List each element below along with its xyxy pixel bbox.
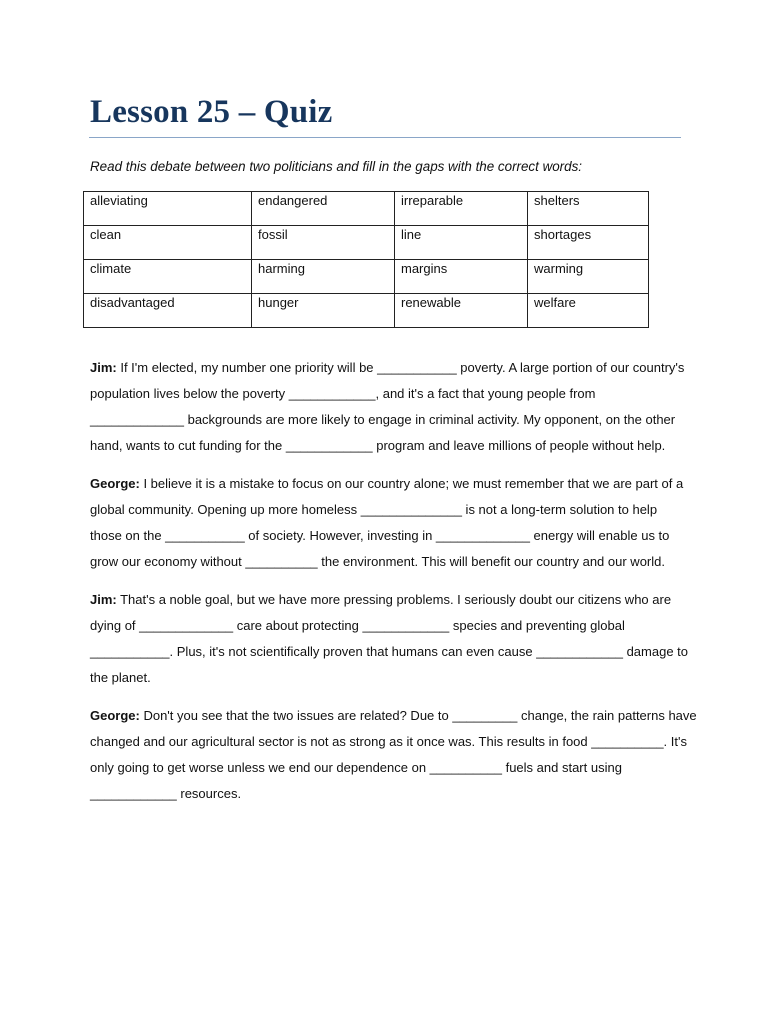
word-cell: line — [395, 226, 528, 260]
paragraph-line: _____________ backgrounds are more likely to engage in criminal activity. My opponent, on the other — [90, 412, 676, 427]
word-cell: endangered — [252, 192, 395, 226]
word-cell: warming — [528, 260, 649, 294]
paragraph-line: global community. Opening up more homeless ______________ is not a long-term solution to help — [90, 502, 658, 517]
debate-paragraph-jim-2 — [90, 587, 690, 691]
paragraph-line: dying of _____________ care about protecting ____________ species and preventing global — [90, 618, 625, 633]
word-cell: climate — [84, 260, 252, 294]
debate-paragraph-jim-1 — [90, 355, 690, 459]
word-cell: margins — [395, 260, 528, 294]
table-row — [84, 226, 649, 260]
paragraph-line: only going to get worse unless we end our dependence on __________ fuels and start using — [90, 760, 622, 775]
paragraph-line: Jim: If I'm elected, my number one priority will be ___________ poverty. A large portion of our country's — [90, 360, 685, 375]
word-cell: welfare — [528, 294, 649, 328]
word-bank-table — [83, 191, 649, 328]
word-cell: shelters — [528, 192, 649, 226]
table-row — [84, 192, 649, 226]
speaker-name: George: — [90, 708, 140, 723]
paragraph-line: those on the ___________ of society. However, investing in _____________ energy will enable us to — [90, 528, 670, 543]
page-title: Lesson 25 – Quiz — [90, 94, 333, 130]
word-cell: hunger — [252, 294, 395, 328]
table-row — [84, 294, 649, 328]
debate-paragraph-george-1 — [90, 471, 690, 575]
debate-paragraph-george-2 — [90, 703, 697, 807]
instructions-text: Read this debate between two politicians and fill in the gaps with the correct words: — [90, 159, 583, 174]
debate-text — [90, 355, 697, 819]
paragraph-line: population lives below the poverty ____________, and it's a fact that young people from — [90, 386, 596, 401]
paragraph-line: changed and our agricultural sector is not as strong as it once was. This results in food __________. It's — [90, 734, 687, 749]
paragraph-line: hand, wants to cut funding for the ____________ program and leave millions of people without help. — [90, 438, 666, 453]
word-cell: disadvantaged — [84, 294, 252, 328]
word-cell: alleviating — [84, 192, 252, 226]
speaker-name: George: — [90, 476, 140, 491]
paragraph-line: grow our economy without __________ the environment. This will benefit our country and our world. — [90, 554, 665, 569]
speaker-name: Jim: — [90, 592, 117, 607]
paragraph-line: ___________. Plus, it's not scientifically proven that humans can even cause ____________ damage to — [90, 644, 689, 659]
word-cell: fossil — [252, 226, 395, 260]
word-cell: irreparable — [395, 192, 528, 226]
paragraph-line: ____________ resources. — [90, 786, 242, 801]
word-cell: clean — [84, 226, 252, 260]
word-cell: harming — [252, 260, 395, 294]
table-row — [84, 260, 649, 294]
word-cell: shortages — [528, 226, 649, 260]
word-cell: renewable — [395, 294, 528, 328]
paragraph-line: the planet. — [90, 670, 151, 685]
title-underline — [89, 137, 681, 138]
paragraph-line: George: I believe it is a mistake to focus on our country alone; we must remember that we are part of a — [90, 476, 684, 491]
speaker-name: Jim: — [90, 360, 117, 375]
paragraph-line: George: Don't you see that the two issues are related? Due to _________ change, the rain patterns have — [90, 708, 697, 723]
paragraph-line: Jim: That's a noble goal, but we have more pressing problems. I seriously doubt our citizens who are — [90, 592, 672, 607]
